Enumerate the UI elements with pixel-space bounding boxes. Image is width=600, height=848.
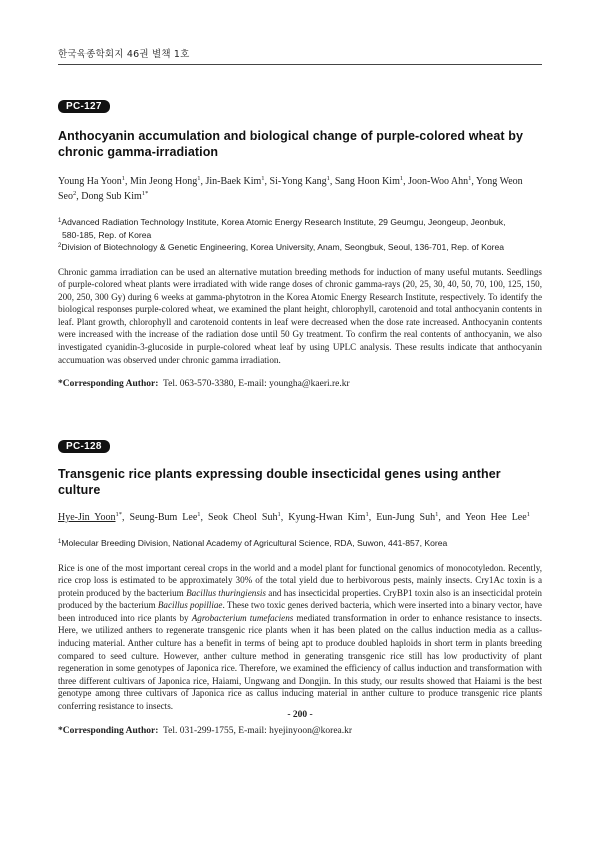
species-name: Bacillus thuringiensis xyxy=(186,587,266,598)
author-sup: 1* xyxy=(141,190,149,197)
author-sup: 1 xyxy=(197,511,201,518)
author: Jin-Baek Kim xyxy=(205,176,262,187)
species-name: Bacillus popilliae xyxy=(157,600,223,611)
author-sup: 1 xyxy=(526,511,530,518)
abstract-body: Chronic gamma irradiation can be used an alternative mutation breeding methods for induction of many useful mutants. Seedlings of purple-colored wheat plants were irradiated with wide range doses of chronic gamma-rays (20, 25, 30, 40, 50, 70, 100, 125, 150, 200, 250, 300 Gy) during 6 weeks at gamma-phytotron in the Korea Atomic Energy Research Institute, respectively. To identify the biological responses purple-colored wheat, we examined the plant height, chlorophyll, carotenoid and total anthocyanin contents in leaf. Plant growth, chlorophyll and carotenoid contents in leaf were decreased when the dose rate increased. Anthocyanin contents were increased with the increase of the radiation dose until 50 Gy treatment. To confirm the real contents of anthocyanin, we also investigated cyanidin-3-glucoside in purple-colored wheat leaf by using UPLC analysis. These results indicate that anthocyanin accumuation was observed under chronic gamma irradiation. xyxy=(58,266,542,365)
header-rule xyxy=(58,64,542,65)
affiliation: $^1$Molecular Breeding Division, National Academy of Agricultural Science, RDA, Suwon, 441-857, Korea xyxy=(58,538,448,548)
affiliation-list xyxy=(58,216,542,254)
abstract-id-badge: PC-127 xyxy=(58,100,110,113)
author-sup: 1 xyxy=(435,511,439,518)
author-sup: 1 xyxy=(277,511,281,518)
author: Yeon Hee Lee xyxy=(464,512,527,523)
author-sup: 1 xyxy=(261,175,265,182)
page-number: - 200 - xyxy=(287,710,313,720)
journal-header: 한국육종학회지 46권 별책 1호 xyxy=(58,49,190,60)
author-sup: 1 xyxy=(365,511,369,518)
author: Seok Cheol Suh xyxy=(208,512,278,523)
corresponding-author: *Corresponding Author: Tel. 031-299-1755, E-mail: hyejinyoon@korea.kr xyxy=(58,725,353,736)
author: Joon-Woo Ahn xyxy=(408,176,469,187)
author-sup: 2 xyxy=(73,190,77,197)
author-sup: 1* xyxy=(115,511,123,518)
author-sup: 1 xyxy=(468,175,472,182)
author-list: Hye-Jin Yoon$^{1*}$, Seung-Bum Lee$^1$, Seok Cheol Suh$^1$, Kyung-Hwan Kim$^1$, Eun-Jung Suh$^1$, and Yeon Hee Lee$^1$ xyxy=(58,511,530,523)
author: Sang Hoon Kim xyxy=(334,176,400,187)
author: Eun-Jung Suh xyxy=(376,512,436,523)
author: Dong Sub Kim xyxy=(81,191,142,202)
abstract-pc-127 xyxy=(58,96,542,389)
abstract-body: Rice is one of the most important cereal crops in the world and a model plant for functional genomics of monocotyledon. Recently, rice crop loss is estimated to be approximately 30% of the total yield due to herbivorous pests, mainly insects. Cry1Ac toxin is a protein produced by the bacterium Bacillus thuringiensis and has insecticidal properties. CryBP1 toxin also is an insecticidal protein produced by the bacterium Bacillus popilliae. These two toxic genes derived bacteria, which were inserted into a binary vector, have been introduced into rice plants by Agrobacterium tumefaciens mediated transformation in order to enhance resistance to insects. Here, we utilized anthers to regenerate transgenic rice plants when it has been plated on the callus induction media as a callus-inducing material. Anther culture has a benefit in terms of being apt to produce doubled haploids in short term in plants breeding compared to seed culture. However, anther culture method in generating transgenic rice still has low productivity of plant regeneration in some genotypes of Japonica rice. Therefore, we examined the efficiency of callus induction and transformation with three different cultivars of Japonica rice, Haiami, Ungwang and Dongjin. In this study, our results showed that Haiami is the best genotype among three cultivars of Japonica rice as callus inducing material in anther culture to produce transgenic rice plants conferring resistance to insects. xyxy=(58,562,542,712)
corresponding-author: *Corresponding Author: Tel. 063-570-3380, E-mail: youngha@kaeri.re.kr xyxy=(58,379,350,390)
author: Kyung-Hwan Kim xyxy=(288,512,366,523)
author: Young Ha Yoon xyxy=(58,176,122,187)
author: Min Jeong Hong xyxy=(129,176,198,187)
affiliation-list xyxy=(58,537,542,550)
author-sup: 1 xyxy=(399,175,404,182)
author: Si-Yong Kang xyxy=(269,176,327,187)
author: Hye-Jin Yoon xyxy=(58,512,116,523)
author: Seung-Bum Lee xyxy=(129,512,198,523)
abstract-title: Anthocyanin accumulation and biological change of purple-colored wheat by chronic gamma-irradiation xyxy=(58,129,523,159)
author-list: Young Ha Yoon$^1$, Min Jeong Hong$^1$, Jin-Baek Kim$^1$, Si-Yong Kang$^1$, Sang Hoon Kim$^1$, Joon-Woo Ahn$^1$, Yong Weon Seo$^2$, Dong Sub Kim$^{1*}$ xyxy=(58,175,523,202)
author-sup: 1 xyxy=(326,175,330,182)
abstract-id-badge: PC-128 xyxy=(58,440,110,453)
abstract-title: Transgenic rice plants expressing double insecticidal genes using anther culture xyxy=(58,467,501,497)
abstract-pc-128 xyxy=(58,436,542,736)
author-sup: 1 xyxy=(197,175,201,182)
author-sup: 1 xyxy=(121,175,125,182)
affiliation: $^2$Division of Biotechnology & Genetic Engineering, Korea University, Anam, Seongbuk, Seoul, 136-701, Rep. of Korea xyxy=(58,242,505,252)
author: Yong Weon Seo xyxy=(58,176,523,202)
species-name: Agrobacterium tumefaciens xyxy=(191,612,294,623)
affiliation: $^1$Advanced Radiation Technology Institute, Korea Atomic Energy Research Institute, 29 Geumgu, Jeongeup, Jeonbuk, 580-185, Rep. of Korea xyxy=(58,217,506,240)
footer-rule xyxy=(58,688,542,689)
